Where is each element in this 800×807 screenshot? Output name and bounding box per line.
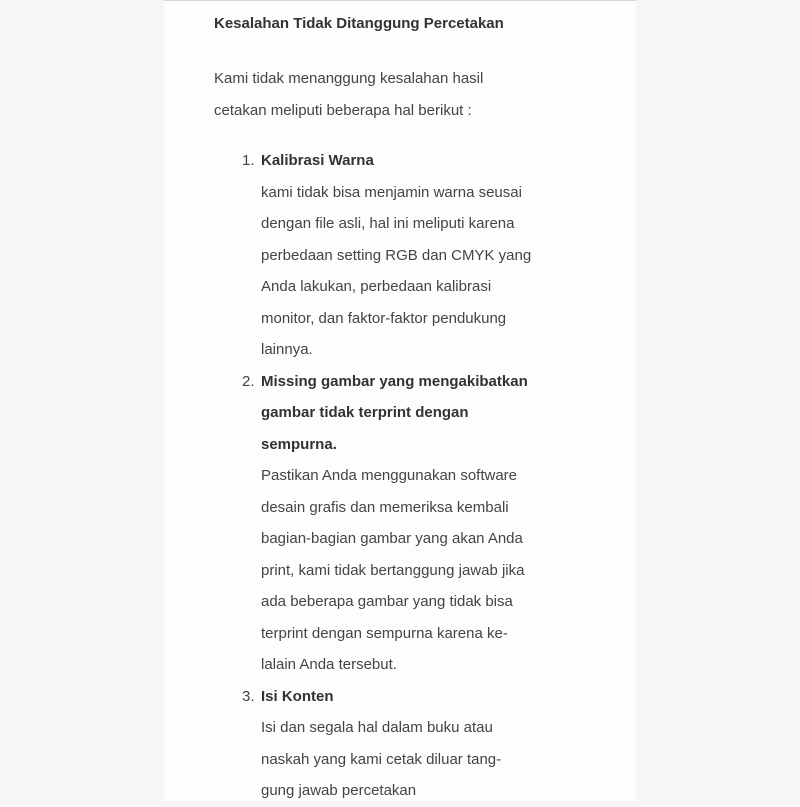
section-title: Kesalahan Tidak Ditanggung Percetakan — [214, 15, 504, 32]
list-item-body-line: monitor, dan faktor-faktor pendukung — [261, 309, 507, 327]
intro-line: cetakan meliputi beberapa hal berikut : — [214, 102, 472, 119]
list-item — [242, 681, 531, 807]
list-item-body-line: ada beberapa gambar yang tidak bisa — [261, 593, 513, 610]
numbered-list — [242, 145, 531, 807]
list-item-heading: Missing gambar yang mengakibatkan — [261, 372, 528, 390]
list-item-heading: sempurna. — [261, 435, 337, 453]
intro-line: Kami tidak menanggung kesalahan hasil — [214, 70, 484, 87]
intro-paragraph — [214, 63, 483, 127]
list-item — [242, 145, 531, 366]
content-column — [164, 0, 636, 801]
list-number: 2. — [242, 372, 255, 390]
list-item-body-line: dengan file asli, hal ini meliputi karena — [261, 215, 515, 232]
list-item-body-line: gung jawab percetakan — [261, 782, 417, 799]
list-number: 3. — [242, 687, 255, 705]
list-item-body-line: Pastikan Anda menggunakan software — [261, 467, 518, 484]
list-number: 1. — [242, 152, 255, 169]
list-item-heading: Kalibrasi Warna — [261, 152, 374, 169]
list-item-body-line: Isi dan segala hal dalam buku atau — [261, 719, 493, 736]
list-item-body-line: perbedaan setting RGB dan CMYK yang — [261, 246, 532, 264]
list-item-body-line: print, kami tidak bertanggung jawab jika — [261, 561, 525, 579]
list-item-heading: gambar tidak terprint dengan — [261, 404, 469, 421]
list-item-body-line: naskah yang kami cetak diluar tang- — [261, 750, 502, 768]
list-item-body-line: terprint dengan sempurna karena ke- — [261, 624, 508, 642]
list-item-heading: Isi Konten — [261, 687, 334, 705]
list-item-body-line: bagian-bagian gambar yang akan Anda — [261, 530, 523, 547]
list-item-body-line: lainnya. — [261, 341, 313, 358]
list-item-body-line: lalain Anda tersebut. — [261, 656, 397, 673]
list-item — [242, 366, 531, 681]
list-item-body-line: Anda lakukan, perbedaan kalibrasi — [261, 278, 492, 295]
list-item-body-line: desain grafis dan memeriksa kembali — [261, 498, 509, 516]
list-item-body-line: kami tidak bisa menjamin warna seusai — [261, 183, 522, 201]
